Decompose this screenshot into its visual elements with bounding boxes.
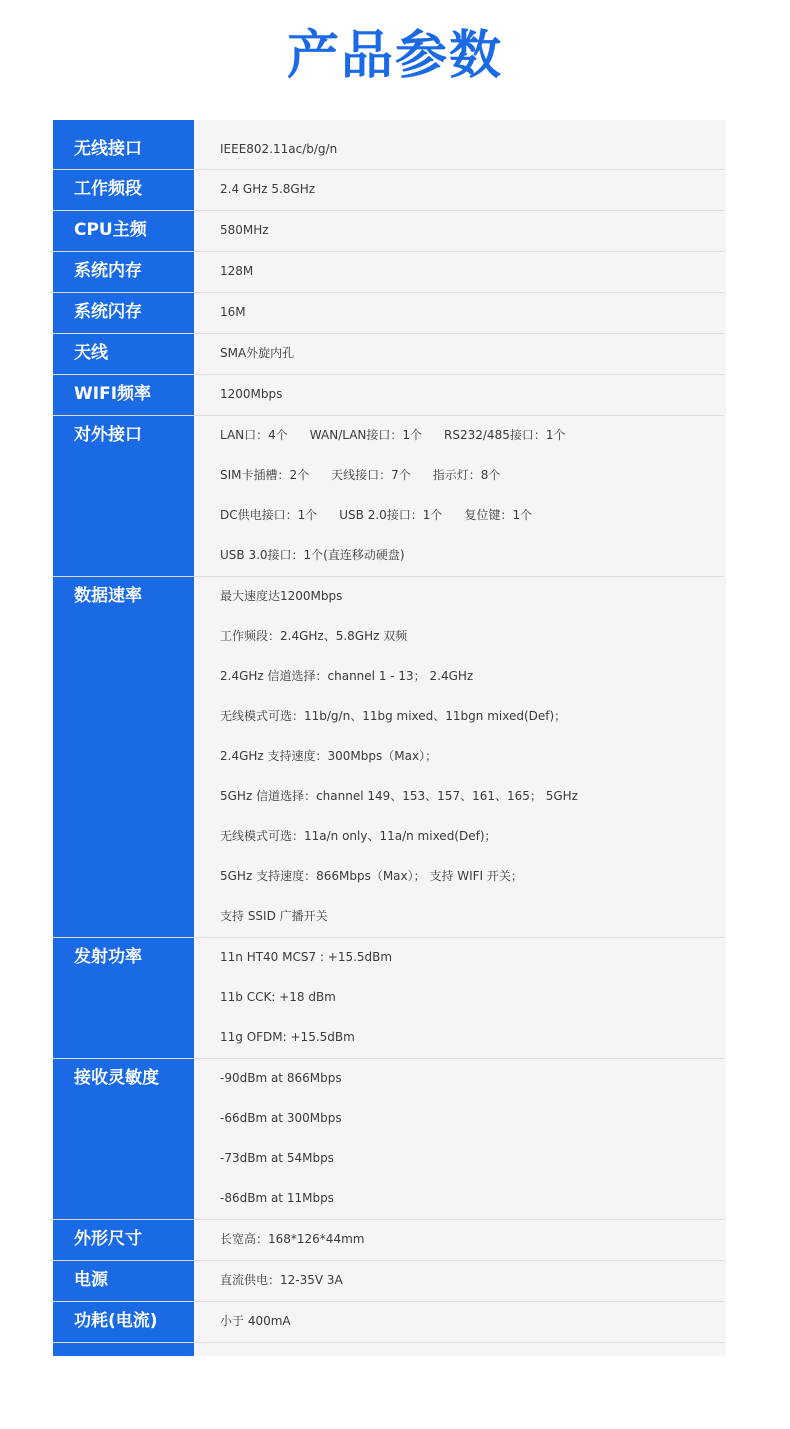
spec-value-line: IEEE802.11ac/b/g/n (220, 142, 338, 156)
spec-value-line: -90dBm at 866Mbps (220, 1071, 342, 1085)
spec-value-line: 2.4GHz 支持速度：300Mbps（Max）； (220, 749, 438, 763)
spec-value-line: 直流供电：12-35V 3A (220, 1273, 343, 1287)
spec-values (220, 1059, 724, 1219)
spec-row (53, 938, 724, 1059)
spec-rows (53, 129, 724, 1343)
spec-values (220, 129, 724, 169)
spec-values (220, 1220, 724, 1260)
spec-row (53, 1220, 724, 1261)
spec-row (53, 375, 724, 416)
spec-value-line: 最大速度达1200Mbps (220, 589, 343, 603)
spec-values (220, 1261, 724, 1301)
spec-value-line (220, 535, 724, 575)
spec-label: 系统闪存 (74, 302, 142, 322)
spec-value-item: 天线接口：7个 (331, 468, 411, 482)
spec-value-line: 无线模式可选：11b/g/n、11bg mixed、11bgn mixed(Def)； (220, 709, 567, 723)
spec-label: CPU主频 (74, 220, 147, 240)
spec-value-line: 11n HT40 MCS7 : +15.5dBm (220, 950, 393, 964)
spec-label: 功耗(电流) (74, 1311, 158, 1331)
spec-value-line: 支持 SSID 广播开关 (220, 909, 328, 923)
spec-value-line: -86dBm at 11Mbps (220, 1191, 334, 1205)
spec-value-item: 复位键：1个 (464, 508, 533, 522)
page-title: 产品参数 (286, 26, 503, 86)
spec-values (220, 293, 724, 333)
spec-values (220, 375, 724, 415)
spec-label: 接收灵敏度 (74, 1068, 159, 1088)
spec-values (220, 334, 724, 374)
spec-label: 系统内存 (74, 261, 142, 281)
spec-value-line: 2.4 GHz 5.8GHz (220, 182, 316, 196)
spec-label: 发射功率 (74, 947, 142, 967)
spec-value-line (220, 415, 724, 455)
spec-value-line: -66dBm at 300Mbps (220, 1111, 342, 1125)
spec-label: WIFI频率 (74, 384, 152, 404)
spec-values (220, 170, 724, 210)
spec-value-item: LAN口：4个 (220, 428, 288, 442)
spec-label: 对外接口 (74, 425, 142, 445)
spec-label: 无线接口 (74, 139, 142, 159)
spec-value-line (220, 455, 724, 495)
spec-value-line: -73dBm at 54Mbps (220, 1151, 334, 1165)
spec-value-line: SMA外旋内孔 (220, 346, 295, 360)
spec-values (220, 252, 724, 292)
spec-row (53, 1302, 724, 1343)
spec-value-line: 11b CCK: +18 dBm (220, 990, 336, 1004)
spec-row (53, 334, 724, 375)
spec-value-line: 580MHz (220, 223, 269, 237)
spec-value-item: USB 2.0接口：1个 (339, 508, 443, 522)
spec-value-item: DC供电接口：1个 (220, 508, 318, 522)
spec-row (53, 211, 724, 252)
spec-value-line: 1200Mbps (220, 387, 283, 401)
spec-value-line: 无线模式可选：11a/n only、11a/n mixed(Def)； (220, 829, 497, 843)
spec-row (53, 416, 724, 577)
spec-label: 数据速率 (74, 586, 142, 606)
spec-row (53, 1059, 724, 1220)
spec-value-line (220, 495, 724, 535)
spec-value-line: 128M (220, 264, 254, 278)
spec-label: 天线 (74, 343, 108, 363)
spec-value-line: 11g OFDM: +15.5dBm (220, 1030, 355, 1044)
spec-value-line: 工作频段：2.4GHz、5.8GHz 双频 (220, 629, 408, 643)
spec-values (220, 416, 724, 576)
spec-value-item: WAN/LAN接口：1个 (309, 428, 423, 442)
spec-value-line: 5GHz 支持速度：866Mbps（Max）； 支持 WIFI 开关； (220, 869, 523, 883)
spec-values (220, 211, 724, 251)
spec-row (53, 252, 724, 293)
spec-value-line: 16M (220, 305, 246, 319)
spec-row (53, 129, 724, 170)
spec-value-line: 5GHz 信道选择：channel 149、153、157、161、165； 5GHz (220, 789, 578, 803)
spec-row (53, 1261, 724, 1302)
spec-value-item: RS232/485接口：1个 (444, 428, 566, 442)
spec-value-item: 指示灯：8个 (432, 468, 501, 482)
spec-value-line: 长宽高：168*126*44mm (220, 1232, 365, 1246)
spec-label: 工作频段 (74, 179, 142, 199)
spec-row (53, 170, 724, 211)
spec-values (220, 1302, 724, 1342)
spec-label: 电源 (74, 1270, 108, 1290)
spec-values (220, 938, 724, 1058)
spec-value-item: USB 3.0接口：1个(直连移动硬盘) (220, 548, 405, 562)
spec-row (53, 577, 724, 938)
spec-values (220, 577, 724, 937)
spec-value-line: 小于 400mA (220, 1314, 291, 1328)
spec-table (53, 120, 726, 1356)
spec-row (53, 293, 724, 334)
spec-label: 外形尺寸 (74, 1229, 142, 1249)
spec-value-item: SIM卡插槽：2个 (220, 468, 310, 482)
spec-value-line: 2.4GHz 信道选择：channel 1 - 13； 2.4GHz (220, 669, 474, 683)
